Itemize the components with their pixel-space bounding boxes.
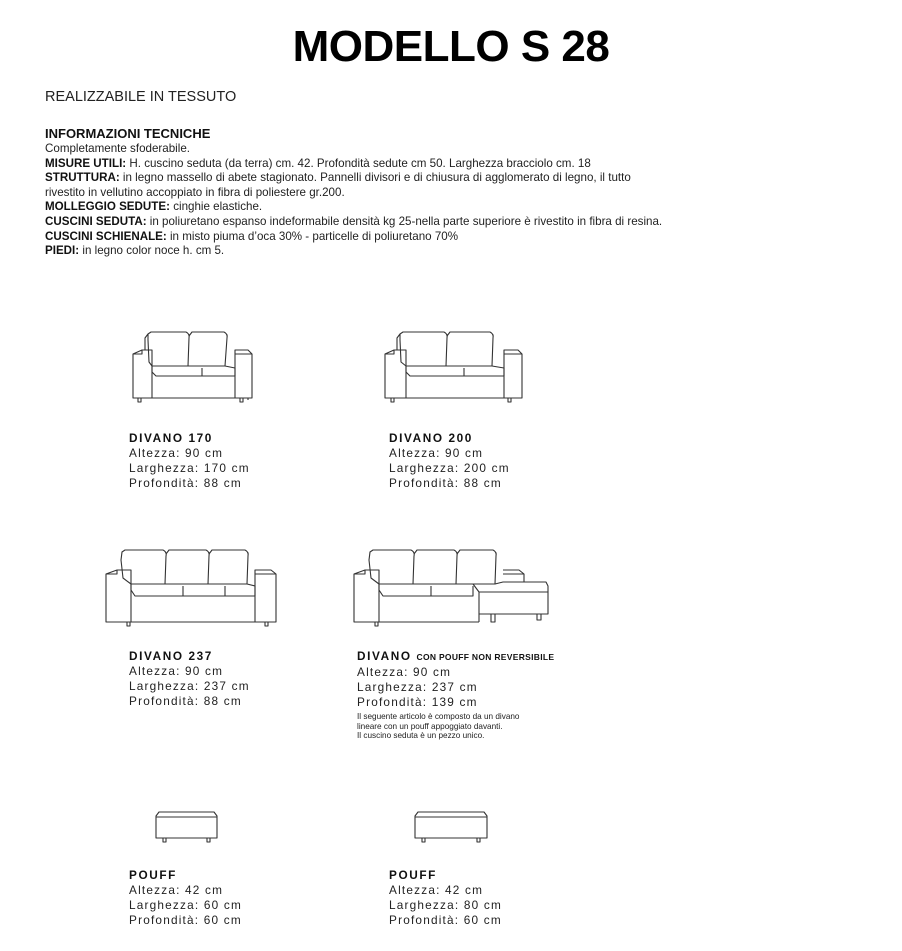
page-title: MODELLO S 28 (292, 22, 610, 71)
product-spec (357, 649, 554, 741)
sofa-2-seat-icon (382, 328, 527, 400)
product-depth: Profondità: 139 cm (357, 695, 478, 709)
technical-info-row (45, 215, 745, 230)
product-spec (389, 431, 510, 491)
product-name: DIVANO 200 (389, 431, 473, 445)
technical-info-heading: INFORMAZIONI TECNICHE (45, 126, 211, 141)
product-name-main: DIVANO (357, 649, 412, 663)
row-text: rivestito in vellutino accoppiato in fibra di poliestere gr.200. (45, 185, 345, 199)
product-name-qualifier: CON POUFF NON REVERSIBILE (416, 652, 555, 662)
product-width: Larghezza: 237 cm (129, 679, 250, 693)
product-depth: Profondità: 60 cm (129, 913, 242, 927)
technical-info-row (45, 186, 745, 201)
row-text: in misto piuma d’oca 30% - particelle di poliuretano 70% (166, 229, 459, 243)
product-note (357, 712, 554, 741)
row-label: MISURE UTILI: (45, 156, 127, 170)
row-text: H. cuscino seduta (da terra) cm. 42. Profondità sedute cm 50. Larghezza bracciolo cm. 18 (126, 156, 591, 170)
row-text: in poliuretano espanso indeformabile densità kg 25-nella parte superiore è rivestito in fibra di resina. (146, 214, 663, 228)
technical-info-row (45, 230, 745, 245)
product-depth: Profondità: 88 cm (389, 476, 502, 490)
row-label: CUSCINI SCHIENALE: (45, 229, 167, 243)
row-text: in legno color noce h. cm 5. (79, 244, 225, 258)
row-text: in legno massello di abete stagionato. Pannelli divisori e di chiusura di agglomerato di legno, il tutto (119, 171, 631, 185)
note-line: lineare con un pouff appoggiato davanti. (357, 721, 503, 731)
product-height: Altezza: 90 cm (357, 665, 452, 679)
pouff-icon (412, 808, 492, 846)
pouff-icon (153, 808, 221, 846)
sofa-with-pouff-icon (351, 546, 551, 628)
row-label: PIEDI: (45, 244, 80, 258)
row-label: STRUTTURA: (45, 171, 120, 185)
product-width: Larghezza: 237 cm (357, 680, 478, 694)
technical-info (45, 126, 745, 259)
row-label: MOLLEGGIO SEDUTE: (45, 200, 170, 214)
product-width: Larghezza: 80 cm (389, 898, 502, 912)
product-height: Altezza: 42 cm (389, 883, 484, 897)
product-width: Larghezza: 170 cm (129, 461, 250, 475)
product-depth: Profondità: 88 cm (129, 476, 242, 490)
subtitle: REALIZZABILE IN TESSUTO (45, 89, 237, 105)
product-name (357, 649, 554, 665)
technical-info-row (45, 200, 745, 215)
product-spec (129, 649, 250, 709)
technical-info-row (45, 244, 745, 259)
product-spec (129, 868, 242, 928)
product-height: Altezza: 90 cm (389, 446, 484, 460)
product-depth: Profondità: 60 cm (389, 913, 502, 927)
product-width: Larghezza: 60 cm (129, 898, 242, 912)
row-label: CUSCINI SEDUTA: (45, 214, 147, 228)
product-depth: Profondità: 88 cm (129, 694, 242, 708)
note-line: Il cuscino seduta è un pezzo unico. (357, 731, 485, 741)
product-height: Altezza: 90 cm (129, 446, 224, 460)
product-name: POUFF (129, 868, 177, 882)
product-spec (129, 431, 250, 491)
sofa-2-seat-icon (130, 328, 255, 400)
note-line: Il seguente articolo è composto da un divano (357, 712, 520, 721)
technical-info-row (45, 171, 745, 186)
product-name: DIVANO 170 (129, 431, 213, 445)
product-spec (389, 868, 502, 928)
product-height: Altezza: 90 cm (129, 664, 224, 678)
sofa-3-seat-icon (103, 546, 283, 628)
product-name: DIVANO 237 (129, 649, 213, 663)
technical-info-row (45, 157, 745, 172)
product-width: Larghezza: 200 cm (389, 461, 510, 475)
product-height: Altezza: 42 cm (129, 883, 224, 897)
technical-info-intro: Completamente sfoderabile. (45, 142, 191, 155)
row-text: cinghie elastiche. (169, 200, 263, 214)
product-name: POUFF (389, 868, 437, 882)
